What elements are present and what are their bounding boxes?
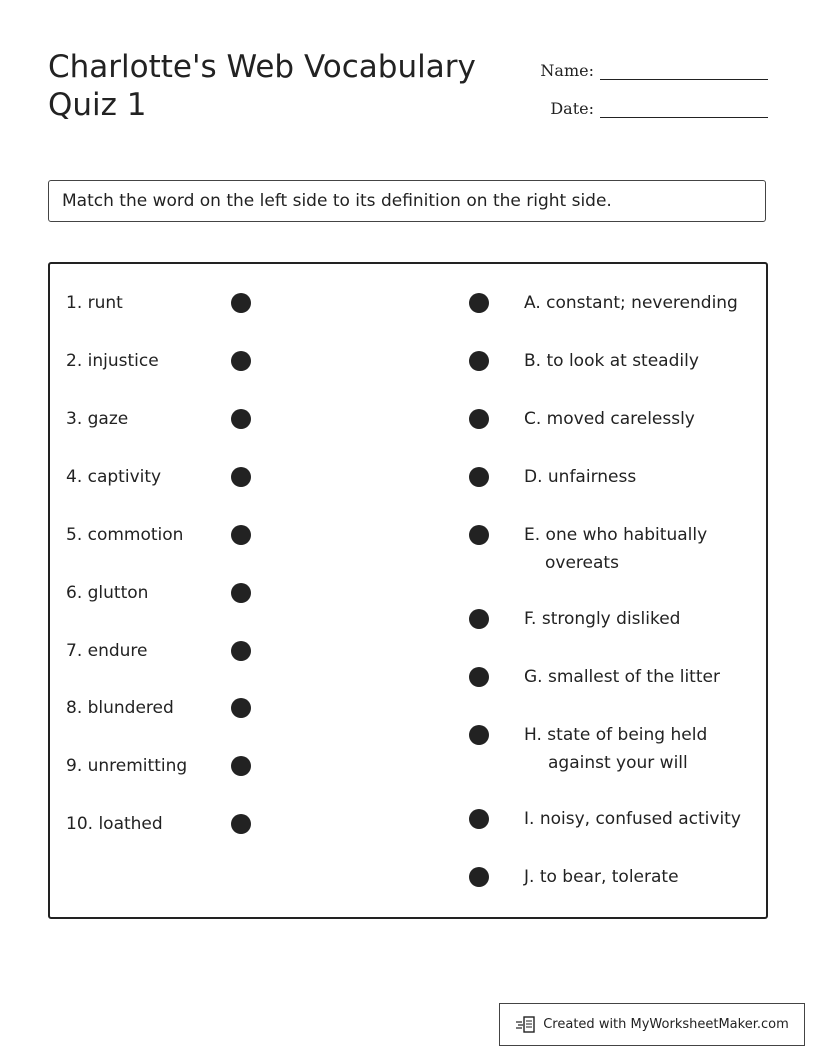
instructions-box: Match the word on the left side to its definition on the right side. — [48, 180, 766, 222]
definition-item — [524, 663, 760, 691]
definition-text: A. constant; neverending — [524, 293, 738, 313]
word-match-dot[interactable] — [231, 583, 251, 603]
word-item: 7. endure — [66, 641, 148, 661]
definition-match-dot[interactable] — [469, 867, 489, 887]
definition-text: H. state of being held — [524, 725, 708, 745]
word-item: 4. captivity — [66, 467, 162, 487]
word-item: 5. commotion — [66, 525, 184, 545]
definition-text: G. smallest of the litter — [524, 667, 720, 687]
worksheet-maker-logo-icon — [515, 1015, 537, 1035]
definition-item — [524, 521, 760, 577]
definition-item — [524, 721, 760, 777]
footer-credit[interactable] — [499, 1003, 805, 1046]
definition-item — [524, 289, 760, 317]
word-match-dot[interactable] — [231, 641, 251, 661]
page-title: Charlotte's Web Vocabulary Quiz 1 — [48, 49, 476, 123]
definition-item — [524, 405, 760, 433]
word-match-dot[interactable] — [231, 814, 251, 834]
definition-text: E. one who habitually — [524, 525, 708, 545]
word-match-dot[interactable] — [231, 698, 251, 718]
definition-match-dot[interactable] — [469, 609, 489, 629]
definition-item — [524, 805, 760, 833]
definition-match-dot[interactable] — [469, 667, 489, 687]
definition-match-dot[interactable] — [469, 293, 489, 313]
word-match-dot[interactable] — [231, 467, 251, 487]
definition-match-dot[interactable] — [469, 809, 489, 829]
word-item: 8. blundered — [66, 698, 174, 718]
definition-item — [524, 347, 760, 375]
definition-item — [524, 463, 760, 491]
name-date-block — [540, 52, 768, 128]
date-label: Date: — [550, 99, 594, 118]
definition-match-dot[interactable] — [469, 351, 489, 371]
word-match-dot[interactable] — [231, 351, 251, 371]
date-row — [540, 90, 768, 118]
date-blank-line[interactable] — [600, 97, 768, 118]
definition-match-dot[interactable] — [469, 467, 489, 487]
definition-text: J. to bear, tolerate — [524, 867, 679, 887]
definition-text: D. unfairness — [524, 467, 637, 487]
name-row — [540, 52, 768, 80]
word-item: 2. injustice — [66, 351, 159, 371]
definition-text-continued: against your will — [548, 753, 688, 773]
definition-item — [524, 863, 760, 891]
definition-text: I. noisy, confused activity — [524, 809, 741, 829]
definition-match-dot[interactable] — [469, 409, 489, 429]
word-match-dot[interactable] — [231, 409, 251, 429]
word-item: 9. unremitting — [66, 756, 188, 776]
word-match-dot[interactable] — [231, 756, 251, 776]
footer-text: Created with MyWorksheetMaker.com — [543, 1017, 789, 1032]
definition-match-dot[interactable] — [469, 725, 489, 745]
name-label: Name: — [540, 61, 594, 80]
matching-box — [48, 262, 768, 919]
word-item: 1. runt — [66, 293, 123, 313]
word-item: 6. glutton — [66, 583, 149, 603]
definition-text: B. to look at steadily — [524, 351, 699, 371]
word-item: 10. loathed — [66, 814, 163, 834]
word-match-dot[interactable] — [231, 293, 251, 313]
definition-match-dot[interactable] — [469, 525, 489, 545]
definition-item — [524, 605, 760, 633]
word-match-dot[interactable] — [231, 525, 251, 545]
definition-text: C. moved carelessly — [524, 409, 695, 429]
name-blank-line[interactable] — [600, 59, 768, 80]
word-item: 3. gaze — [66, 409, 129, 429]
definition-text-continued: overeats — [545, 553, 619, 573]
definition-text: F. strongly disliked — [524, 609, 681, 629]
